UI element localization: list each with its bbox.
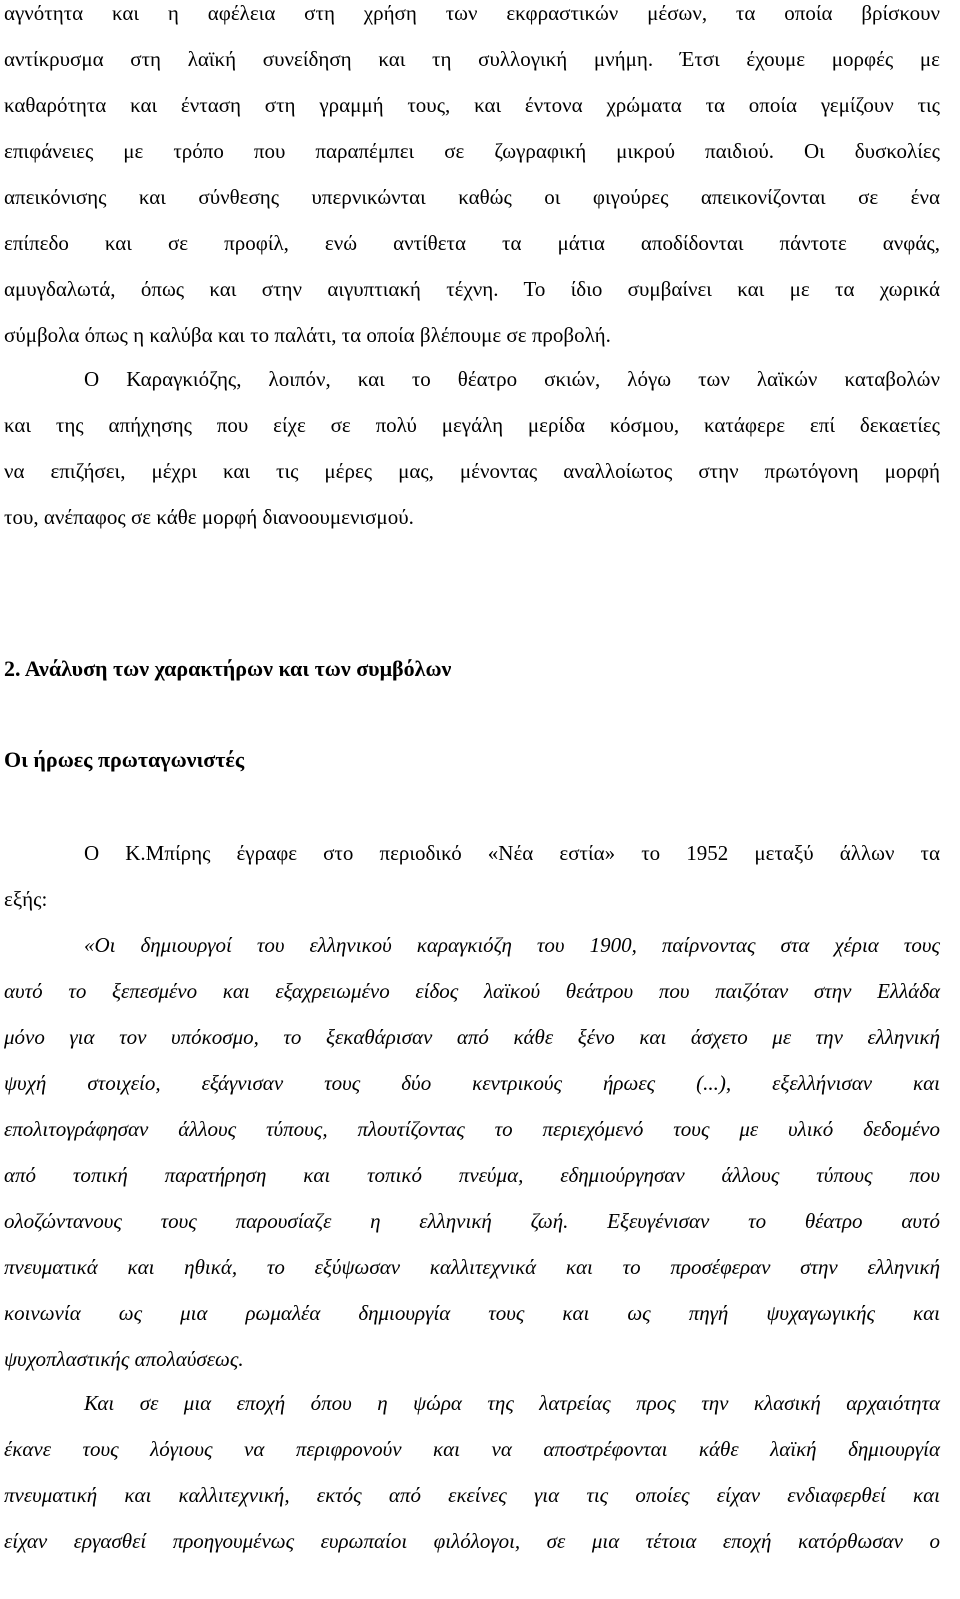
paragraph-karagiozis bbox=[4, 356, 940, 540]
text-line: επιφάνειες με τρόπο που παραπέμπει σε ζωγραφική μικρού παιδιού. Οι δυσκολίες bbox=[4, 139, 940, 163]
text-line: είχαν εργασθεί προηγουμένως ευρωπαίοι φιλόλογοι, σε μια τέτοια εποχή κατόρθωσαν ο bbox=[4, 1529, 940, 1553]
text-line: πνευματικά και ηθικά, το εξύψωσαν καλλιτεχνικά και το προσέφεραν στην ελληνική bbox=[4, 1255, 940, 1279]
text-line: Ο Κ.Μπίρης έγραφε στο περιοδικό «Νέα εστία» το 1952 μεταξύ άλλων τα bbox=[84, 841, 940, 865]
text-line: Και σε μια εποχή όπου η ψώρα της λατρείας προς την κλασική αρχαιότητα bbox=[84, 1391, 940, 1415]
text-line: επίπεδο και σε προφίλ, ενώ αντίθετα τα μάτια αποδίδονται πάντοτε ανφάς, bbox=[4, 231, 940, 255]
paragraph-folk-art bbox=[4, 0, 940, 358]
text-line: αυτό το ξεπεσμένο και εξαχρειωμένο είδος λαϊκού θεάτρου που παιζόταν στην Ελλάδα bbox=[4, 979, 940, 1003]
text-line: μόνο για τον υπόκοσμο, το ξεκαθάρισαν από κάθε ξένο και άσχετο με την ελληνική bbox=[4, 1025, 940, 1049]
text-line: «Οι δημιουργοί του ελληνικού καραγκιόζη του 1900, παίρνοντας στα χέρια τους bbox=[84, 933, 940, 957]
text-line: από τοπική παρατήρηση και τοπικό πνεύμα, εδημιούργησαν άλλους τύπους που bbox=[4, 1163, 940, 1187]
text-line: του, ανέπαφος σε κάθε μορφή διανοουμενισμού. bbox=[4, 505, 414, 529]
text-line: καθαρότητα και ένταση στη γραμμή τους, και έντονα χρώματα τα οποία γεμίζουν τις bbox=[4, 93, 940, 117]
text-line: ψυχή στοιχείο, εξάγνισαν τους δύο κεντρικούς ήρωες (...), εξελλήνισαν και bbox=[4, 1071, 940, 1095]
text-line: απεικόνισης και σύνθεσης υπερνικώνται καθώς οι φιγούρες απεικονίζονται σε ένα bbox=[4, 185, 940, 209]
text-line: ολοζώντανους τους παρουσίαζε η ελληνική ζωή. Εξευγένισαν το θέατρο αυτό bbox=[4, 1209, 940, 1233]
text-line: Ο Καραγκιόζης, λοιπόν, και το θέατρο σκιών, λόγω των λαϊκών καταβολών bbox=[84, 367, 940, 391]
text-line: αγνότητα και η αφέλεια στη χρήση των εκφραστικών μέσων, τα οποία βρίσκουν bbox=[4, 1, 940, 25]
text-line: να επιζήσει, μέχρι και τις μέρες μας, μένοντας αναλλοίωτος στην πρωτόγονη μορφή bbox=[4, 459, 940, 483]
quote-paragraph-1 bbox=[4, 922, 940, 1382]
text-line: αμυγδαλωτά, όπως και στην αιγυπτιακή τέχνη. Το ίδιο συμβαίνει και με τα χωρικά bbox=[4, 277, 940, 301]
text-line: πνευματική και καλλιτεχνική, εκτός από εκείνες για τις οποίες είχαν ενδιαφερθεί και bbox=[4, 1483, 940, 1507]
subsection-heading: Οι ήρωες πρωταγωνιστές bbox=[4, 747, 245, 772]
text-line: ψυχοπλαστικής απολαύσεως. bbox=[4, 1347, 244, 1371]
paragraph-biris-intro bbox=[4, 830, 940, 922]
text-line: κοινωνία ως μια ρωμαλέα δημιουργία τους και ως πηγή ψυχαγωγικής και bbox=[4, 1301, 940, 1325]
text-line: επολιτογράφησαν άλλους τύπους, πλουτίζοντας το περιεχόμενό τους με υλικό δεδομένο bbox=[4, 1117, 940, 1141]
text-line: έκανε τους λόγιους να περιφρονούν και να αποστρέφονται κάθε λαϊκή δημιουργία bbox=[4, 1437, 940, 1461]
text-line: και της απήχησης που είχε σε πολύ μεγάλη μερίδα κόσμου, κατάφερε επί δεκαετίες bbox=[4, 413, 940, 437]
quote-paragraph-2 bbox=[4, 1380, 940, 1564]
text-line: αντίκρυσμα στη λαϊκή συνείδηση και τη συλλογική μνήμη. Έτσι έχουμε μορφές με bbox=[4, 47, 940, 71]
section-heading: 2. Ανάλυση των χαρακτήρων και των συμβόλων bbox=[4, 656, 452, 681]
text-line: εξής: bbox=[4, 887, 48, 911]
text-line: σύμβολα όπως η καλύβα και το παλάτι, τα οποία βλέπουμε σε προβολή. bbox=[4, 323, 611, 347]
